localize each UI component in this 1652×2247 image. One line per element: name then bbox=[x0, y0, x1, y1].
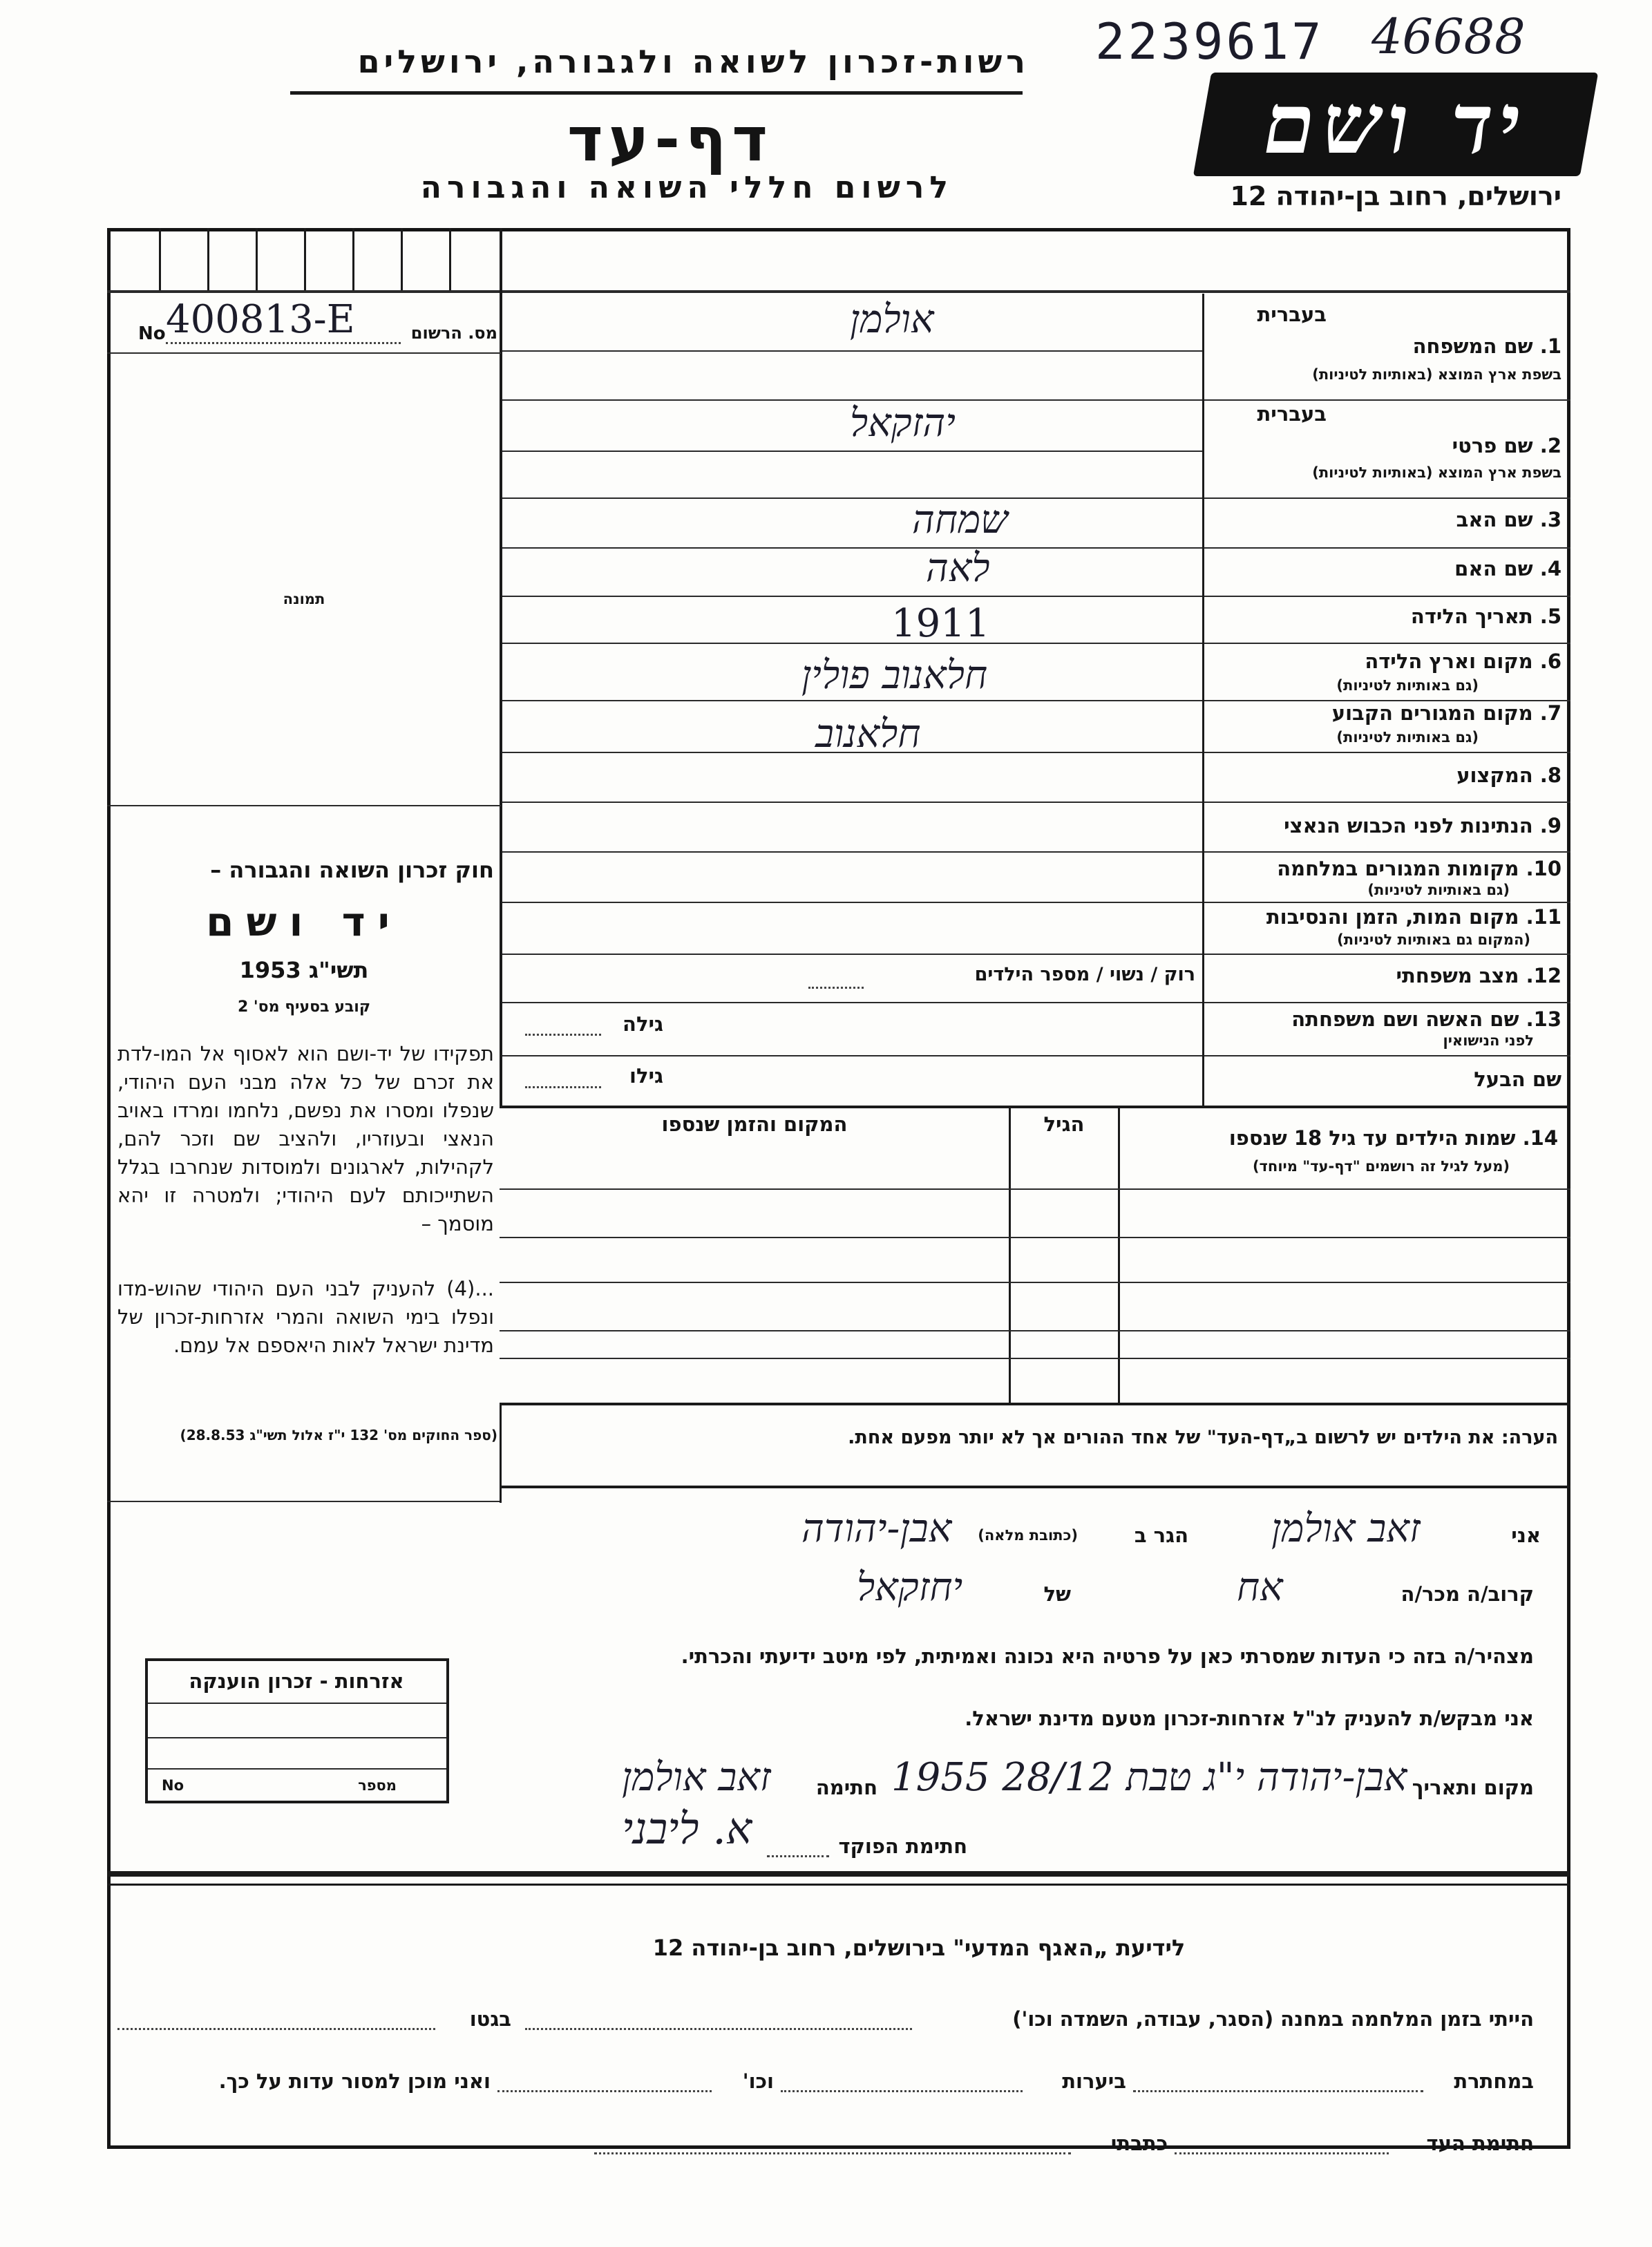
field-13-num: 13. bbox=[1526, 1007, 1561, 1031]
field-4-num: 4. bbox=[1539, 557, 1561, 580]
address: ירושלים, רחוב בן-יהודה 12 bbox=[1230, 181, 1561, 211]
field-6-sub: (גם באותיות לטיניות) bbox=[1336, 677, 1479, 694]
decl-name[interactable]: זאב אולמן bbox=[1271, 1506, 1421, 1551]
decl-address[interactable]: אבן-יהודה bbox=[801, 1506, 952, 1551]
field-5-label bbox=[1216, 605, 1561, 628]
field-2-value[interactable]: יהזקאל bbox=[850, 401, 956, 446]
field-7-name: מקום המגורים הקבוע bbox=[1331, 701, 1533, 725]
law-name: יד ושם bbox=[206, 898, 402, 945]
field-7-value[interactable]: חלאנוב bbox=[815, 712, 921, 757]
decl-place-date-label: מקום ותאריך bbox=[1412, 1776, 1534, 1799]
citizenship-number-label: מספר bbox=[358, 1777, 397, 1794]
archive-number-printed: 2239617 bbox=[1095, 12, 1325, 70]
field-10-name: מקומות המגורים במלחמה bbox=[1277, 857, 1519, 880]
law-title: חוק זכרון השואה והגבורה – bbox=[210, 857, 494, 883]
decl-ani: אני bbox=[1511, 1524, 1541, 1547]
field-4-value[interactable]: לאה bbox=[926, 546, 990, 591]
field-11-label bbox=[1206, 905, 1561, 929]
children-header-names bbox=[1123, 1126, 1558, 1150]
law-year: תשי"ג 1953 bbox=[239, 957, 369, 983]
field-6-value[interactable]: חלאנוב פולין bbox=[801, 653, 988, 698]
field-1-lang: בעברית bbox=[1257, 303, 1327, 326]
field-10-label bbox=[1206, 857, 1561, 880]
field-4-name: שם האם bbox=[1454, 557, 1533, 580]
bottom-line3-label: חתימת העד bbox=[1426, 2132, 1534, 2155]
field-1-label bbox=[1216, 334, 1561, 358]
citizenship-no: No bbox=[162, 1777, 184, 1794]
field-7-label bbox=[1216, 701, 1561, 725]
decl-request: אני מבקש/ת להעניק לנ"ל אזרחות-זכרון מטעם מדינת ישראל. bbox=[965, 1707, 1534, 1730]
children-num: 14. bbox=[1522, 1126, 1558, 1150]
law-source: (ספר החוקים מס' 132 י"ז אלול תשי"ג 28.8.53) bbox=[180, 1427, 497, 1443]
bottom-line1-label: הייתי בזמן המלחמה במחנה (הסגר, עבודה, השמדה וכו') bbox=[1012, 2007, 1534, 2031]
field-2-num: 2. bbox=[1539, 434, 1561, 457]
logo-text: יד ושם bbox=[1255, 75, 1537, 173]
field-12-options[interactable]: רוק / נשוי / מספר הילדים bbox=[974, 964, 1195, 985]
bottom-line3-end: כתבתי bbox=[1110, 2132, 1168, 2155]
field-13-age-label: גילה bbox=[623, 1012, 663, 1036]
registration-no-symbol: No bbox=[138, 323, 166, 344]
field-12-num: 12. bbox=[1526, 964, 1561, 987]
field-9-num: 9. bbox=[1539, 814, 1561, 837]
law-text-2: ...(4) להעניק לבני העם היהודי שהוש-מדו ונפלו בימי השואה והמרי אזרחות-זכרון של מדינת ישראל לאות היאספם אל עמם. bbox=[117, 1277, 494, 1357]
decl-signature[interactable]: זאב אולמן bbox=[622, 1755, 771, 1800]
field-11-num: 11. bbox=[1526, 905, 1561, 929]
husband-age-label: גילו bbox=[629, 1064, 663, 1088]
registration-number: 400813-E bbox=[166, 297, 355, 342]
photo-label: תמונה bbox=[283, 591, 325, 607]
decl-of-value[interactable]: יחזקאל bbox=[857, 1565, 963, 1610]
field-2-name: שם פרטי bbox=[1452, 434, 1533, 457]
bottom-line2-mid: ביערות bbox=[1062, 2069, 1126, 2093]
field-9-label bbox=[1206, 814, 1561, 837]
field-11-name: מקום המות, הזמן והנסיבות bbox=[1266, 905, 1519, 929]
field-1-value[interactable]: אולמן bbox=[850, 297, 934, 342]
field-8-label bbox=[1216, 764, 1561, 787]
field-3-num: 3. bbox=[1539, 508, 1561, 531]
field-8-name: המקצוע bbox=[1456, 764, 1533, 787]
bottom-line2-end: ואני מוכן למסור עדות על כך. bbox=[218, 2069, 491, 2093]
field-6-label bbox=[1216, 650, 1561, 673]
note: הערה: את הילדים יש לרשום ב„דף-העד" של אחד ההורים אך לא יותר מפעם אחת. bbox=[848, 1427, 1558, 1448]
decl-relation[interactable]: אח bbox=[1237, 1565, 1283, 1610]
field-3-name: שם האב bbox=[1456, 508, 1533, 531]
children-header-sub: (מעל לגיל זה רושמים "דף-עד" מיוחד) bbox=[1252, 1158, 1510, 1175]
decl-signature-label: חתימה bbox=[815, 1776, 877, 1799]
decl-of-label: של bbox=[1043, 1582, 1071, 1606]
field-7-num: 7. bbox=[1539, 701, 1561, 725]
archive-number-handwritten: 46688 bbox=[1371, 8, 1526, 65]
registration-label: מס. הרשום bbox=[410, 323, 497, 343]
field-6-num: 6. bbox=[1539, 650, 1561, 673]
yad-vashem-logo bbox=[1193, 73, 1598, 176]
field-13-label bbox=[1216, 1007, 1561, 1031]
field-7-sub: (גם באותיות לטיניות) bbox=[1336, 729, 1479, 746]
citizenship-title: אזרחות - זכרון הוענקה bbox=[189, 1669, 404, 1693]
field-1-num: 1. bbox=[1539, 334, 1561, 358]
bottom-line2-label: במחתרת bbox=[1454, 2069, 1534, 2093]
form-title: דף-עד bbox=[567, 104, 773, 175]
citizenship-box bbox=[145, 1658, 449, 1803]
field-2-lang: בעברית bbox=[1257, 402, 1327, 426]
field-6-name: מקום וארץ הלידה bbox=[1365, 650, 1533, 673]
field-13-sub: לפני הנישואין bbox=[1443, 1032, 1534, 1049]
bottom-title: לידיעת „האגף המדעי" בירושלים, רחוב בן-יהודה 12 bbox=[652, 1935, 1186, 1961]
field-1-sub: בשפת ארץ המוצא (באותיות לטיניות) bbox=[1312, 366, 1561, 383]
field-13-name: שם האשה ושם משפחתה bbox=[1291, 1007, 1519, 1031]
field-5-num: 5. bbox=[1539, 605, 1561, 628]
decl-place-date[interactable]: אבן-יהודה י"ג טבת 28/12 1955 bbox=[891, 1755, 1407, 1800]
law-clause: קובע בסעיף מס' 2 bbox=[237, 998, 371, 1016]
field-3-label bbox=[1216, 508, 1561, 531]
decl-statement: מצהיר/ה בזה כי העדות שמסרתי כאן על פרטיה היא נכונה ואמיתית, לפי מיטב ידיעתי והכרתי. bbox=[681, 1644, 1534, 1668]
form-subtitle: לרשום חללי השואה והגבורה bbox=[420, 170, 953, 205]
bottom-line2-mid2: וכו' bbox=[742, 2069, 774, 2093]
field-11-sub: (המקום גם באותיות לטיניות) bbox=[1337, 931, 1530, 948]
field-9-name: הנתינות לפני הכבוש הנאצי bbox=[1284, 814, 1533, 837]
field-2-sub: בשפת ארץ המוצא (באותיות לטיניות) bbox=[1312, 464, 1561, 481]
field-5-name: תאריך הלידה bbox=[1410, 605, 1533, 628]
field-5-value[interactable]: 1911 bbox=[891, 601, 990, 646]
field-12-name: מצב משפחתי bbox=[1396, 964, 1519, 987]
field-1-name: שם המשפחה bbox=[1412, 334, 1533, 358]
bottom-line1-end: בגטו bbox=[469, 2007, 511, 2031]
decl-resides-label: הגר ב bbox=[1134, 1524, 1188, 1547]
field-12-label bbox=[1216, 964, 1561, 987]
law-text-1: תפקידו של יד-ושם הוא לאסוף אל המו-לדת את זכרם של כל אלה מבני העם היהודי, שנפלו ומסרו את נפשם, נלחמו ומרדו באויב הנאצי ובעוזריו, ולהציב שם וזכר להם, לקהילות, לארגונים ולמוסדות שנחרבו בגלל השתייכותם לעם היהודי; ולמטרה זו יהא מוסמך – bbox=[117, 1042, 494, 1235]
bottom-separator bbox=[107, 1871, 1570, 1877]
field-10-sub: (גם באותיות לטיניות) bbox=[1367, 882, 1510, 898]
field-10-num: 10. bbox=[1526, 857, 1561, 880]
decl-address-sub: (כתובת מלאה) bbox=[978, 1527, 1078, 1544]
children-header-age: הגיל bbox=[1043, 1112, 1085, 1136]
authority-name: רשות-זכרון לשואה ולגבורה, ירושלים bbox=[357, 43, 1029, 80]
decl-officer-label: חתימת הפוקד bbox=[838, 1834, 967, 1858]
code-boxes bbox=[107, 228, 500, 290]
field-4-label bbox=[1216, 557, 1561, 580]
authority-underline bbox=[290, 91, 1023, 95]
field-3-value[interactable]: שמחה bbox=[912, 497, 1008, 542]
decl-officer-signature[interactable]: א. ליבני bbox=[622, 1803, 752, 1854]
children-header-place: המקום והזמן שנספו bbox=[661, 1112, 848, 1136]
children-names-title: שמות הילדים עד גיל 18 שנספו bbox=[1228, 1126, 1516, 1150]
field-2-label bbox=[1216, 434, 1561, 457]
decl-relation-label: קרוב/ה מכר/ה bbox=[1401, 1582, 1534, 1606]
field-8-num: 8. bbox=[1539, 764, 1561, 787]
husband-name-label: שם הבעל bbox=[1474, 1068, 1561, 1091]
